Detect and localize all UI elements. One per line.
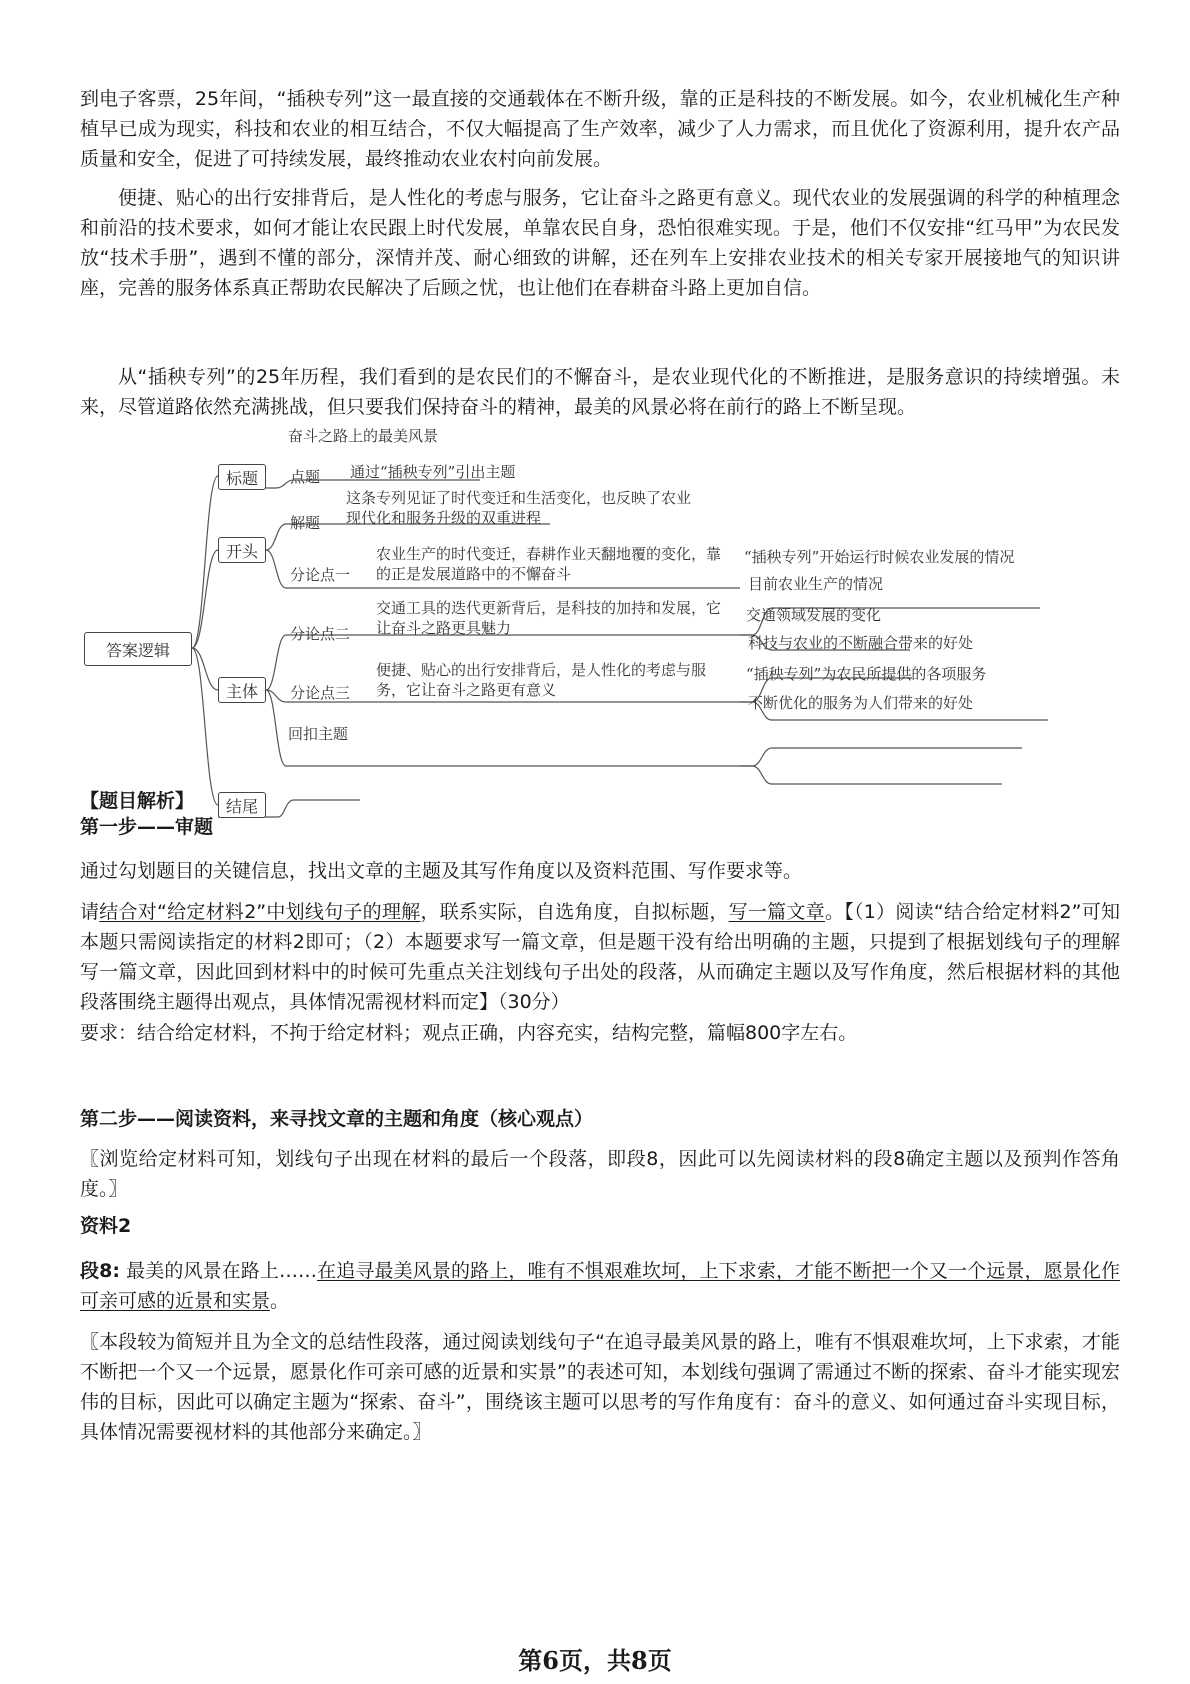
requirement-text: 要求：结合给定材料，不拘于给定材料；观点正确，内容充实，结构完整，篇幅800字左右。	[80, 1022, 858, 1044]
sub2-branch-b: 科技与农业的不断融合带来的好处	[748, 634, 974, 652]
question-paragraph	[80, 897, 1120, 1017]
step2-title: 第二步——阅读资料，来寻找文章的主题和角度（核心观点）	[80, 1108, 594, 1130]
intro-paragraph-1: 到电子客票，25年间，“插秧专列”这一最直接的交通载体在不断升级，靠的正是科技的不断发展。如今，农业机械化生产种植早已成为现实，科技和农业的相互结合，不仅大幅提高了生产效率，减少了人力需求，而且优化了资源利用，提升农产品质量和安全，促进了可持续发展，最终推动农业农村向前发展。	[80, 88, 1120, 170]
question-underline-1: 结合对“给定材料2”中划线句子的理解	[99, 901, 421, 923]
intro-paragraph-3: 从“插秧专列”的25年历程，我们看到的是农民们的不懈奋斗，是农业现代化的不断推进，是服务意识的持续增强。未来，尽管道路依然充满挑战，但只要我们保持奋斗的精神，最美的风景必将在前行的路上不断呈现。	[80, 366, 1120, 418]
root-node: 答案逻辑	[84, 632, 192, 666]
sub2-branch-a: 交通领域发展的变化	[746, 606, 882, 624]
sub3-label: 分论点三	[290, 684, 351, 702]
title-node: 标题	[218, 464, 266, 490]
segment-suffix: 。	[270, 1290, 290, 1312]
sub1-label: 分论点一	[290, 566, 351, 584]
analysis-heading: 【题目解析】	[80, 790, 195, 812]
ending-node: 结尾	[218, 792, 266, 818]
title-text: 奋斗之路上的最美风景	[288, 427, 439, 445]
point-text: 通过“插秧专列”引出主题	[350, 463, 516, 481]
answer-logic-mindmap	[80, 427, 1120, 820]
sub2-label: 分论点二	[290, 625, 351, 643]
opening-node: 开头	[218, 537, 266, 563]
sub3-branch-b: 不断优化的服务为人们带来的好处	[748, 694, 974, 712]
step1-description: 通过勾划题目的关键信息，找出文章的主题及其写作角度以及资料范围、写作要求等。	[80, 860, 803, 882]
explain-label: 解题	[290, 514, 321, 532]
sub1-text: 农业生产的时代变迁，春耕作业天翻地覆的变化，靠的正是发展道路中的不懈奋斗	[376, 545, 722, 583]
step1-title: 第一步——审题	[80, 816, 214, 838]
material-label: 资料2	[80, 1215, 132, 1237]
segment-prefix: 最美的风景在路上……	[119, 1260, 318, 1282]
intro-paragraph-2: 便捷、贴心的出行安排背后，是人性化的考虑与服务，它让奋斗之路更有意义。现代农业的发展强调的科学的种植理念和前沿的技术要求，如何才能让农民跟上时代发展，单靠农民自身，恐怕很难实现。于是，他们不仅安排“红马甲”为农民发放“技术手册”，遇到不懂的部分，深情并茂、耐心细致的讲解，还在列车上安排农业技术的相关专家开展接地气的知识讲座，完善的服务体系真正帮助农民解决了后顾之忧，也让他们在春耕奋斗路上更加自信。	[80, 187, 1120, 299]
sub2-text: 交通工具的迭代更新背后，是科技的加持和发展，它让奋斗之路更具魅力	[376, 599, 722, 637]
question-suffix: 。【（1）阅读“结合给定材料2”可知本题只需阅读指定的材料2即可；（2）本题要求写一篇文章，但是题干没有给出明确的主题，只提到了根据划线句子的理解写一篇文章，因此回到材料中的时候可先重点关注划线句子出处的段落，从而确定主题以及写作角度，然后根据材料的其他段落围绕主题得出观点，具体情况需视材料而定】（30分）	[80, 901, 1120, 1013]
segment-label: 段8:	[80, 1260, 120, 1282]
point-label: 点题	[290, 468, 321, 486]
step2-note: 〖浏览给定材料可知，划线句子出现在材料的最后一个段落，即段8，因此可以先阅读材料的段8确定主题以及预判作答角度。〗	[80, 1148, 1120, 1200]
sub3-branch-a: “插秧专列”为农民所提供的各项服务	[746, 665, 987, 683]
question-prefix: 请	[80, 901, 100, 923]
sub1-branch-b: 目前农业生产的情况	[748, 575, 884, 593]
segment-8-paragraph	[80, 1256, 1120, 1316]
explain-text: 这条专列见证了时代变迁和生活变化，也反映了农业现代化和服务升级的双重进程	[346, 489, 692, 527]
final-note: 〖本段较为简短并且为全文的总结性段落，通过阅读划线句子“在追寻最美风景的路上，唯有不惧艰难坎坷，上下求索，才能不断把一个又一个远景，愿景化作可亲可感的近景和实景”的表述可知，本划线句强调了需通过不断的探索、奋斗才能实现宏伟的目标，因此可以确定主题为“探索、奋斗”，围绕该主题可以思考的写作角度有：奋斗的意义、如何通过奋斗实现目标，具体情况需要视材料的其他部分来确定。〗	[80, 1331, 1120, 1443]
question-underline-2: 写一篇文章	[728, 901, 825, 923]
question-middle: ，联系实际，自选角度，自拟标题，	[420, 901, 729, 923]
body-node: 主体	[218, 677, 266, 703]
segment-underline: 在追寻最美风景的路上，唯有不惧艰难坎坷，上下求索，才能不断把一个又一个远景，愿景化作可亲可感的近景和实景	[80, 1260, 1120, 1312]
sub3-text: 便捷、贴心的出行安排背后，是人性化的考虑与服务，它让奋斗之路更有意义	[376, 661, 707, 699]
ending-text: 回扣主题	[288, 725, 349, 743]
page-number: 第6页，共8页	[518, 1646, 672, 1675]
sub1-branch-a: “插秧专列”开始运行时候农业发展的情况	[744, 548, 1015, 566]
